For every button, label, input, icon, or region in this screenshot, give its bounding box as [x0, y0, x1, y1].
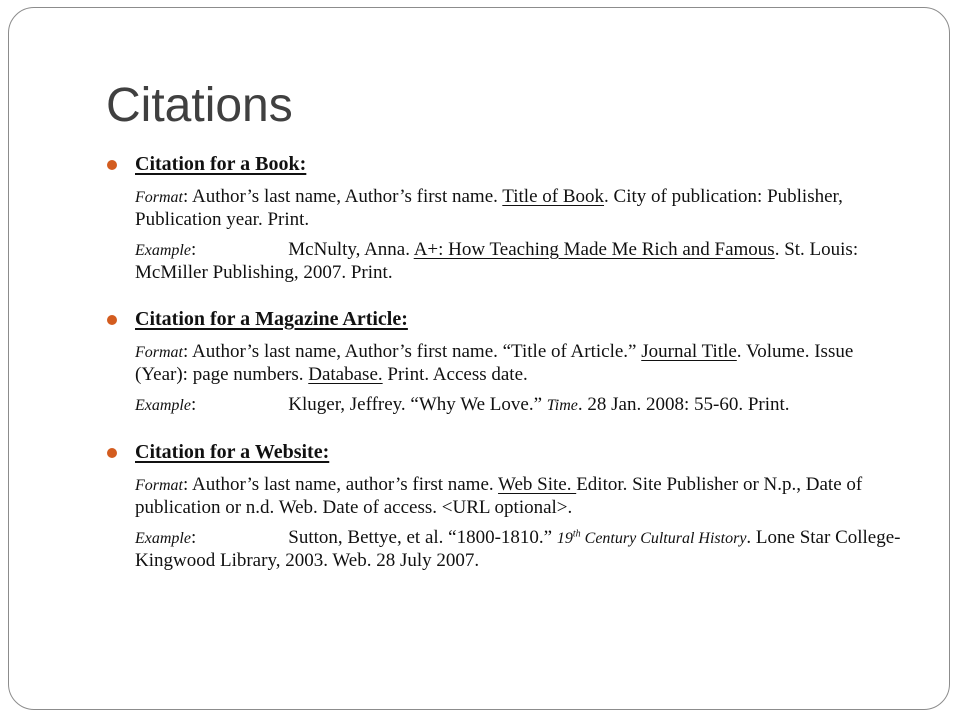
format-label: Format: [135, 344, 183, 361]
example-text: Sutton, Bettye, et al. “1800-1810.”: [288, 527, 557, 548]
example-text: Kluger, Jeffrey. “Why We Love.”: [288, 394, 547, 415]
website-section: [107, 439, 907, 572]
format-text: Author’s last name, Author’s first name. “Title of Article.”: [191, 341, 642, 362]
example-text: . St. Louis: McMiller Publishing, 2007. Print.: [135, 239, 859, 283]
example-label: Example: [135, 397, 191, 414]
example-label: Example: [135, 530, 191, 547]
slide-title: Citations: [106, 79, 293, 132]
book-format: Format: Author’s last name, Author’s first name. Title of Book. City of publication: Publisher, Publication year. Print.: [135, 186, 843, 230]
book-example: Example: McNulty, Anna. A+: How Teaching Made Me Rich and Famous. St. Louis: McMiller Publishing, 2007. Print.: [135, 239, 859, 283]
format-journal: Journal Title: [641, 341, 737, 362]
example-text: . Lone Star College-Kingwood Library, 2003. Web. 28 July 2007.: [135, 527, 901, 571]
format-text: . City of publication: Publisher, Publication year. Print.: [135, 186, 843, 230]
bullet-icon: [107, 448, 117, 458]
format-site: Web Site.: [498, 474, 577, 495]
example-source-superscript: th: [572, 528, 581, 540]
format-text: Author’s last name, author’s first name.: [191, 474, 499, 495]
example-text: McNulty, Anna.: [288, 239, 414, 260]
example-source: Time: [546, 397, 578, 414]
format-label: Format: [135, 477, 183, 494]
example-source-title: Century Cultural History: [580, 530, 747, 547]
example-label: Example: [135, 242, 191, 259]
example-source: [557, 530, 747, 547]
format-text: Author’s last name, Author’s first name.: [191, 186, 503, 207]
format-database: Database.: [308, 364, 383, 385]
example-title: A+: How Teaching Made Me Rich and Famous: [413, 239, 775, 260]
magazine-format: Format: Author’s last name, Author’s first name. “Title of Article.” Journal Title. Volume. Issue (Year): page numbers. Database. Print. Access date.: [135, 341, 854, 385]
magazine-heading: Citation for a Magazine Article:: [135, 308, 408, 330]
book-section: [107, 151, 907, 284]
website-format: Format: Author’s last name, author’s first name. Web Site. Editor. Site Publisher or N.p., Date of publication or n.d. Web. Date of access. <URL optional>.: [135, 474, 863, 518]
example-source-number: 19: [556, 530, 573, 547]
website-example: Example: Sutton, Bettye, et al. “1800-1810.” 19th Century Cultural History. Lone Star College-Kingwood Library, 2003. Web. 28 July 2007.: [135, 527, 901, 571]
format-text: Print. Access date.: [382, 364, 528, 385]
bullet-icon: [107, 160, 117, 170]
magazine-section: [107, 306, 907, 417]
magazine-example: Example: Kluger, Jeffrey. “Why We Love.” Time. 28 Jan. 2008: 55-60. Print.: [135, 394, 790, 415]
bullet-icon: [107, 315, 117, 325]
website-heading: Citation for a Website:: [135, 441, 330, 463]
format-text: . Volume. Issue (Year): page numbers.: [135, 341, 854, 385]
example-text: . 28 Jan. 2008: 55-60. Print.: [577, 394, 790, 415]
format-label: Format: [135, 189, 183, 206]
format-text: Editor. Site Publisher or N.p., Date of publication or n.d. Web. Date of access. <URL optional>.: [135, 474, 863, 518]
book-heading: Citation for a Book:: [135, 153, 307, 175]
slide-content: [107, 151, 907, 572]
format-title: Title of Book: [502, 186, 605, 207]
